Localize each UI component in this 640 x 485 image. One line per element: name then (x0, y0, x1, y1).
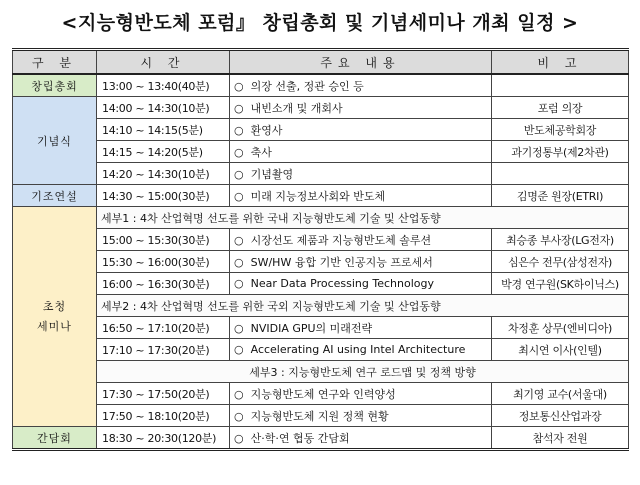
category-cell: 초청 세미나 (13, 207, 97, 427)
time-cell: 13:00 ~ 13:40(40분) (97, 74, 230, 97)
content-text: NVIDIA GPU의 미래전략 (250, 321, 373, 335)
note-cell: 참석자 전원 (492, 427, 629, 450)
table-row (13, 74, 629, 97)
note-cell (492, 74, 629, 97)
content-cell (230, 339, 492, 361)
content-text: 축사 (250, 145, 272, 159)
session-row (13, 295, 629, 317)
note-cell: 박경 연구원(SK하이닉스) (492, 273, 629, 295)
bullet-icon: ○ (234, 189, 244, 203)
time-cell: 16:00 ~ 16:30(30분) (97, 273, 230, 295)
time-cell: 17:10 ~ 17:30(20분) (97, 339, 230, 361)
table-row (13, 185, 629, 207)
bullet-icon: ○ (234, 255, 244, 269)
note-cell: 포럼 의장 (492, 97, 629, 119)
note-cell: 과기정통부(제2차관) (492, 141, 629, 163)
content-cell (230, 251, 492, 273)
content-text: Accelerating AI using Intel Architecture (250, 343, 466, 356)
bullet-icon: ○ (234, 101, 244, 115)
bullet-icon: ○ (234, 387, 244, 401)
session-row (13, 207, 629, 229)
content-text: 미래 지능정보사회와 반도체 (250, 189, 386, 203)
content-text: Near Data Processing Technology (250, 277, 434, 290)
note-cell: 반도체공학회장 (492, 119, 629, 141)
content-text: 의장 선출, 정관 승인 등 (250, 79, 364, 93)
time-cell: 15:30 ~ 16:00(30분) (97, 251, 230, 273)
table-row (13, 97, 629, 119)
time-cell: 17:30 ~ 17:50(20분) (97, 383, 230, 405)
table-row (13, 317, 629, 339)
content-text: 지능형반도체 지원 정책 현황 (250, 409, 389, 423)
table-row (13, 405, 629, 427)
header-note: 비 고 (492, 50, 629, 75)
category-cell: 간담회 (13, 427, 97, 450)
session-heading: 세부2 : 4차 산업혁명 선도를 위한 국외 지능형반도체 기술 및 산업동향 (97, 295, 629, 317)
bullet-icon: ○ (234, 431, 244, 445)
table-row (13, 163, 629, 185)
table-row (13, 427, 629, 450)
session-heading: 세부1 : 4차 산업혁명 선도를 위한 국내 지능형반도체 기술 및 산업동향 (97, 207, 629, 229)
header-row (13, 50, 629, 75)
content-text: SW/HW 융합 기반 인공지능 프로세서 (250, 255, 433, 269)
table-row (13, 141, 629, 163)
content-cell (230, 273, 492, 295)
category-cell: 창립총회 (13, 74, 97, 97)
bullet-icon: ○ (234, 79, 244, 93)
header-category: 구 분 (13, 50, 97, 75)
note-cell (492, 163, 629, 185)
content-text: 기념촬영 (250, 167, 294, 181)
bullet-icon: ○ (234, 123, 244, 137)
header-time: 시 간 (97, 50, 230, 75)
category-cell: 기념식 (13, 97, 97, 185)
content-text: 지능형반도체 연구와 인력양성 (250, 387, 396, 401)
content-cell (230, 405, 492, 427)
note-cell: 정보통신산업과장 (492, 405, 629, 427)
content-cell (230, 97, 492, 119)
table-row (13, 339, 629, 361)
session-heading: 세부3 : 지능형반도체 연구 로드맵 및 정책 방향 (97, 361, 629, 383)
note-cell: 최기영 교수(서울대) (492, 383, 629, 405)
time-cell: 18:30 ~ 20:30(120분) (97, 427, 230, 450)
note-cell: 심은수 전무(삼성전자) (492, 251, 629, 273)
category-cell: 기조연설 (13, 185, 97, 207)
content-text: 환영사 (250, 123, 283, 137)
content-text: 시장선도 제품과 지능형반도체 솔루션 (250, 233, 432, 247)
bullet-icon: ○ (234, 277, 244, 290)
note-cell: 최승종 부사장(LG전자) (492, 229, 629, 251)
session-row (13, 361, 629, 383)
content-cell (230, 141, 492, 163)
table-row (13, 383, 629, 405)
content-cell (230, 383, 492, 405)
time-cell: 14:10 ~ 14:15(5분) (97, 119, 230, 141)
bullet-icon: ○ (234, 233, 244, 247)
note-cell: 김명준 원장(ETRI) (492, 185, 629, 207)
bullet-icon: ○ (234, 145, 244, 159)
bullet-icon: ○ (234, 343, 244, 356)
content-text: 산·학·연 협동 간담회 (250, 431, 350, 445)
page-title: <지능형반도체 포럼』 창립총회 및 기념세미나 개최 일정 > (61, 12, 579, 34)
content-cell (230, 74, 492, 97)
time-cell: 15:00 ~ 15:30(30분) (97, 229, 230, 251)
bullet-icon: ○ (234, 321, 244, 335)
time-cell: 14:00 ~ 14:30(10분) (97, 97, 230, 119)
content-cell (230, 185, 492, 207)
table-row (13, 273, 629, 295)
time-cell: 14:15 ~ 14:20(5분) (97, 141, 230, 163)
schedule-table (12, 48, 629, 451)
table-row (13, 229, 629, 251)
header-content: 주요 내용 (230, 50, 492, 75)
content-text: 내빈소개 및 개회사 (250, 101, 343, 115)
bullet-icon: ○ (234, 167, 244, 181)
time-cell: 14:30 ~ 15:00(30분) (97, 185, 230, 207)
note-cell: 최시연 이사(인텔) (492, 339, 629, 361)
content-cell (230, 119, 492, 141)
time-cell: 14:20 ~ 14:30(10분) (97, 163, 230, 185)
content-cell (230, 317, 492, 339)
note-cell: 차정훈 상무(엔비디아) (492, 317, 629, 339)
table-row (13, 251, 629, 273)
time-cell: 16:50 ~ 17:10(20분) (97, 317, 230, 339)
content-cell (230, 427, 492, 450)
time-cell: 17:50 ~ 18:10(20분) (97, 405, 230, 427)
content-cell (230, 229, 492, 251)
content-cell (230, 163, 492, 185)
table-row (13, 119, 629, 141)
bullet-icon: ○ (234, 409, 244, 423)
